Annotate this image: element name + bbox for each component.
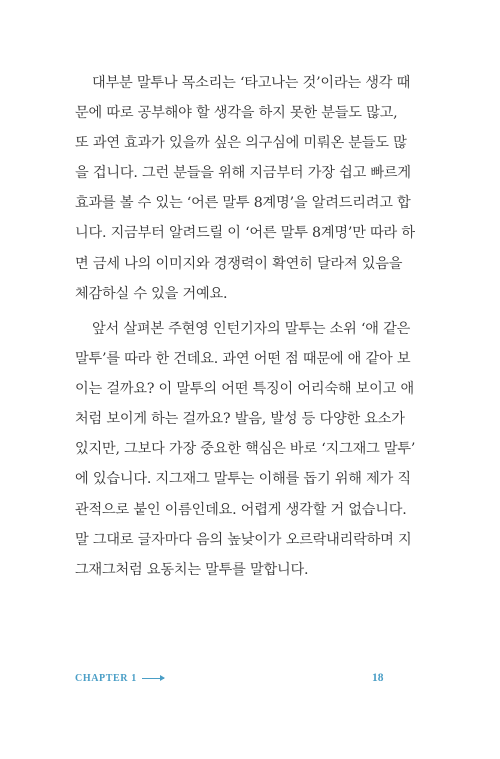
paragraph-line: 또 과연 효과가 있을까 싶은 의구심에 미뤄온 분들도 많 xyxy=(75,135,407,152)
paragraph-line: 그재그처럼 요동치는 말투를 말합니다. xyxy=(75,561,309,578)
paragraph-line: 이는 걸까요? 이 말투의 어떤 특징이 어리숙해 보이고 애 xyxy=(75,381,414,398)
running-footer-chapter xyxy=(75,673,164,684)
paragraph-line: 관적으로 붙인 이름인데요. 어렵게 생각할 거 없습니다. xyxy=(75,501,407,518)
arrow-right-icon xyxy=(142,678,164,679)
paragraph-line: 에 있습니다. 지그재그 말투는 이해를 돕기 위해 제가 직 xyxy=(75,471,411,488)
page-number: 18 xyxy=(372,672,384,684)
paragraph-line: 면 금세 나의 이미지와 경쟁력이 확연히 달라져 있음을 xyxy=(75,255,403,272)
paragraph-line: 말투’를 따라 한 건데요. 과연 어떤 점 때문에 애 같아 보 xyxy=(75,351,411,368)
paragraph-line: 있지만, 그보다 가장 중요한 핵심은 바로 ‘지그재그 말투’ xyxy=(75,441,416,458)
paragraph-line: 처럼 보이게 하는 걸까요? 발음, 발성 등 다양한 요소가 xyxy=(75,411,405,428)
paragraph-line: 대부분 말투나 목소리는 ‘타고나는 것’이라는 생각 때 xyxy=(92,75,411,91)
paragraph-line: 을 겁니다. 그런 분들을 위해 지금부터 가장 쉽고 빠르게 xyxy=(75,165,411,182)
paragraph-line: 문에 따로 공부해야 할 생각을 하지 못한 분들도 많고, xyxy=(75,105,398,122)
paragraph-line: 니다. 지금부터 알려드릴 이 ‘어른 말투 8계명’만 따라 하 xyxy=(75,225,415,242)
paragraph-line: 말 그대로 글자마다 음의 높낮이가 오르락내리락하며 지 xyxy=(75,531,412,548)
paragraph-line: 체감하실 수 있을 거예요. xyxy=(75,285,228,302)
paragraph-1 xyxy=(75,68,421,309)
paragraph-line: 앞서 살펴본 주현영 인턴기자의 말투는 소위 ‘애 같은 xyxy=(92,321,411,337)
paragraph-line: 효과를 볼 수 있는 ‘어른 말투 8계명’을 알려드리려고 합 xyxy=(75,195,411,212)
paragraph-2 xyxy=(75,314,421,585)
chapter-label: CHAPTER 1 xyxy=(75,673,137,684)
